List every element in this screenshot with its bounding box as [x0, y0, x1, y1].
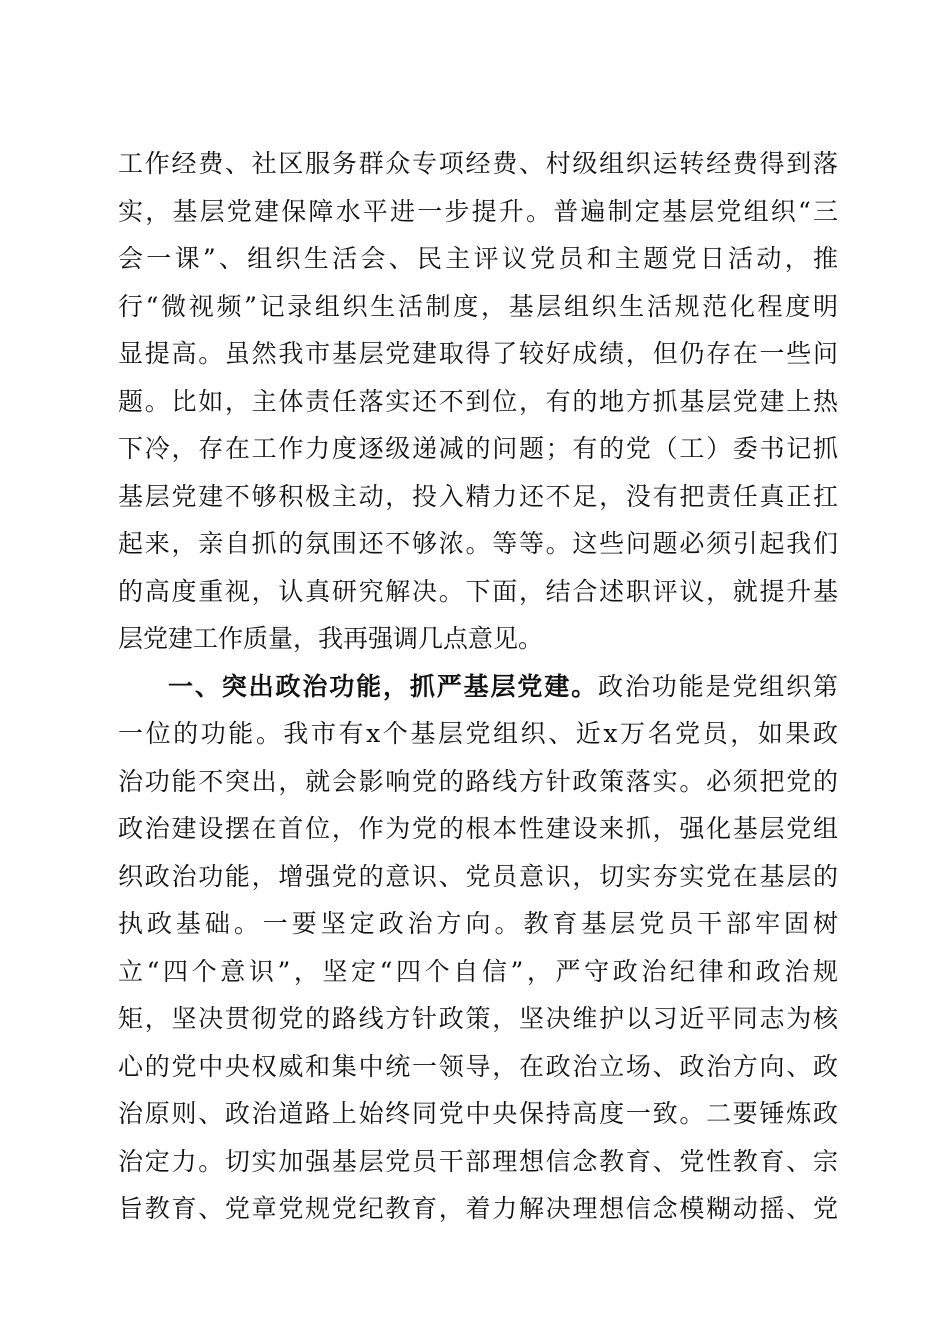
paragraph-line: 治功能不突出，就会影响党的路线方针政策落实。必须把党的 — [118, 766, 838, 796]
paragraph-line: 矩，坚决贯彻党的路线方针政策，坚决维护以习近平同志为核 — [118, 1004, 838, 1033]
paragraph-line: 会一课”、组织生活会、民主评议党员和主题党日活动，推 — [118, 244, 838, 273]
paragraph-line: 基层党建不够积极主动，投入精力还不足，没有把责任真正扛 — [118, 481, 838, 511]
paragraph-line: 层党建工作质量，我再强调几点意见。 — [118, 624, 544, 653]
paragraph-line: 起来，亲自抓的氛围还不够浓。等等。这些问题必须引起我们 — [118, 529, 838, 558]
paragraph-line: 显提高。虽然我市基层党建取得了较好成绩，但仍存在一些问 — [118, 339, 838, 368]
paragraph-line: 旨教育、党章党规党纪教育，着力解决理想信念模糊动摇、党 — [118, 1194, 838, 1223]
paragraph-line: 一位的功能。我市有x个基层党组织、近x万名党员，如果政 — [118, 719, 838, 748]
paragraph-line: 治原则、政治道路上始终同党中央保持高度一致。二要锤炼政 — [118, 1099, 838, 1128]
paragraph-line: 行“微视频”记录组织生活制度，基层组织生活规范化程度明 — [118, 291, 838, 321]
paragraph-line: 下冷，存在工作力度逐级递减的问题；有的党（工）委书记抓 — [118, 434, 838, 463]
section-heading: 一、突出政治功能，抓严基层党建。 — [168, 671, 598, 701]
body-text — [118, 140, 838, 1233]
paragraph-line: 治定力。切实加强基层党员干部理想信念教育、党性教育、宗 — [118, 1146, 838, 1176]
paragraph-line: 织政治功能，增强党的意识、党员意识，切实夯实党在基层的 — [118, 861, 838, 891]
paragraph-line: 题。比如，主体责任落实还不到位，有的地方抓基层党建上热 — [118, 386, 838, 416]
paragraph-line: 实，基层党建保障水平进一步提升。普遍制定基层党组织“三 — [118, 196, 838, 226]
paragraph-line: 执政基础。一要坚定政治方向。教育基层党员干部牢固树 — [118, 909, 838, 938]
paragraph-line: 的高度重视，认真研究解决。下面，结合述职评议，就提升基 — [118, 576, 838, 606]
paragraph-line: 工作经费、社区服务群众专项经费、村级组织运转经费得到落 — [118, 149, 838, 178]
paragraph-line: 心的党中央权威和集中统一领导，在政治立场、政治方向、政 — [118, 1051, 838, 1081]
section-heading-line — [118, 663, 838, 711]
paragraph-line: 立“四个意识”，坚定“四个自信”，严守政治纪律和政治规 — [118, 956, 838, 986]
heading-line-text: 政治功能是党组织第 — [597, 671, 838, 701]
paragraph-line: 政治建设摆在首位，作为党的根本性建设来抓，强化基层党组 — [118, 814, 838, 843]
